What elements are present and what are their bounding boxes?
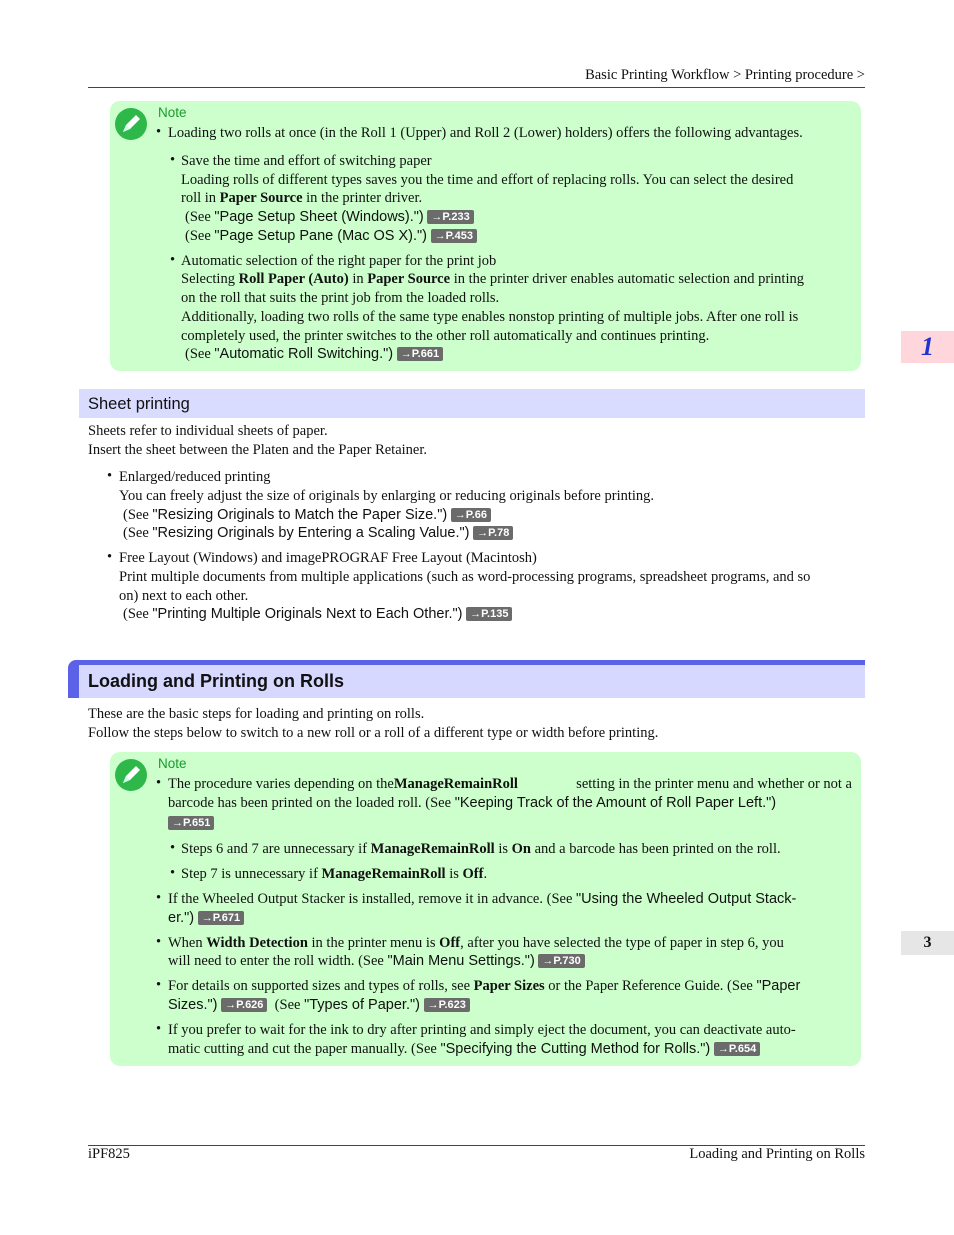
page-link-badge[interactable]: →P.453 — [431, 229, 477, 243]
reference-link[interactable]: "Types of Paper.") — [304, 997, 420, 1013]
note-text: will need to enter the roll width. (See "Main Menu Settings.") →P.730 — [168, 952, 585, 970]
note-text — [168, 909, 244, 927]
note-text: The procedure varies depending on the ManageRemainRoll setting in the printer menu and whether or not a — [168, 776, 852, 792]
note-pencil-icon — [115, 108, 147, 140]
page-link-badge[interactable]: →P.66 — [451, 508, 491, 522]
page-link-badge[interactable]: →P.671 — [198, 911, 244, 925]
cross-reference: (See "Resizing Originals by Entering a Scaling Value.") →P.78 — [123, 524, 513, 542]
reference-link[interactable]: "Keeping Track of the Amount of Roll Paper Left.") — [454, 795, 777, 811]
page-link-badge[interactable]: →P.135 — [466, 607, 512, 621]
item-title: Save the time and effort of switching paper — [181, 153, 432, 169]
reference-link[interactable]: "Main Menu Settings.") — [387, 953, 535, 969]
page-tab[interactable]: 3 — [901, 931, 954, 955]
note-text: If you prefer to wait for the ink to dry after printing and simply eject the document, you can deactivate auto- — [168, 1022, 796, 1038]
item-text: completely used, the printer switches to the other roll automatically and continues printing. — [181, 328, 710, 344]
bullet: • — [170, 865, 176, 881]
bullet: • — [156, 775, 162, 791]
item-text: on) next to each other. — [119, 588, 249, 604]
cross-reference: (See "Page Setup Pane (Mac OS X).") →P.453 — [185, 227, 477, 245]
bullet: • — [170, 152, 176, 168]
reference-link[interactable]: Sizes.") — [168, 997, 218, 1013]
paragraph: Insert the sheet between the Platen and the Paper Retainer. — [88, 442, 428, 458]
note-label: Note — [158, 105, 187, 120]
bullet: • — [107, 468, 113, 484]
footer-section-title: Loading and Printing on Rolls — [689, 1146, 865, 1162]
item-text: Selecting Roll Paper (Auto) in Paper Source in the printer driver enables automatic selection and printing — [181, 271, 804, 287]
note-pencil-icon — [115, 759, 147, 791]
item-text: You can freely adjust the size of originals by enlarging or reducing originals before printing. — [119, 488, 655, 504]
cross-reference: (See "Automatic Roll Switching.") →P.661 — [185, 345, 443, 363]
note-intro: Loading two rolls at once (in the Roll 1 (Upper) and Roll 2 (Lower) holders) offers the following advantages. — [168, 125, 803, 141]
bullet: • — [170, 840, 176, 856]
bullet: • — [156, 977, 162, 993]
reference-link[interactable]: "Specifying the Cutting Method for Rolls.") — [440, 1041, 711, 1057]
note-text: matic cutting and cut the paper manually. (See "Specifying the Cutting Method for Rolls.") →P.654 — [168, 1040, 760, 1058]
note-text: When Width Detection in the printer menu is Off, after you have selected the type of paper in step 6, you — [168, 935, 784, 951]
item-text: Additionally, loading two rolls of the same type enables nonstop printing of multiple jobs. After one roll is — [181, 309, 799, 325]
cross-reference: (See "Page Setup Sheet (Windows).") →P.233 — [185, 208, 474, 226]
section-title: Loading and Printing on Rolls — [88, 671, 344, 691]
chapter-tab[interactable]: 1 — [901, 331, 954, 363]
footer-model: iPF825 — [88, 1146, 130, 1162]
note-text: If the Wheeled Output Stacker is installed, remove it in advance. (See "Using the Wheeled Output Stack- — [168, 891, 797, 907]
page-link-badge[interactable]: →P.661 — [397, 347, 443, 361]
reference-link[interactable]: "Printing Multiple Originals Next to Each Other.") — [152, 606, 463, 622]
note-subitem: Steps 6 and 7 are unnecessary if ManageRemainRoll is On and a barcode has been printed on the roll. — [181, 841, 781, 857]
section-title: Sheet printing — [88, 395, 190, 413]
breadcrumb: Basic Printing Workflow > Printing procedure > — [585, 67, 865, 83]
header-rule — [88, 87, 865, 88]
page-link-badge[interactable]: →P.623 — [424, 998, 470, 1012]
item-text: Loading rolls of different types saves you the time and effort of replacing rolls. You can select the desired — [181, 172, 794, 188]
item-text: Print multiple documents from multiple applications (such as word-processing programs, spreadsheet programs, and so — [119, 569, 811, 585]
paragraph: These are the basic steps for loading and printing on rolls. — [88, 706, 425, 722]
bullet: • — [156, 890, 162, 906]
page-link-badge[interactable]: →P.233 — [427, 210, 473, 224]
section-header-bar — [79, 389, 865, 418]
page-link-badge[interactable]: →P.626 — [221, 998, 267, 1012]
bullet: • — [107, 549, 113, 565]
cross-reference: (See "Printing Multiple Originals Next to Each Other.") →P.135 — [123, 605, 512, 623]
bullet: • — [156, 934, 162, 950]
bullet: • — [156, 1021, 162, 1037]
item-title: Free Layout (Windows) and imagePROGRAF Free Layout (Macintosh) — [119, 550, 537, 566]
reference-link[interactable]: "Using the Wheeled Output Stack- — [576, 891, 797, 907]
page-link-badge[interactable]: →P.651 — [168, 816, 214, 830]
note-text: Sizes.") →P.626 (See "Types of Paper.") →P.623 — [168, 996, 470, 1014]
note-text: For details on supported sizes and types of rolls, see Paper Sizes or the Paper Reference Guide. (See "Paper — [168, 978, 801, 994]
page-link-badge[interactable]: →P.730 — [538, 954, 584, 968]
reference-link[interactable]: "Resizing Originals to Match the Paper Size.") — [152, 507, 448, 523]
bullet: • — [170, 252, 176, 268]
note-label: Note — [158, 756, 187, 771]
item-title: Enlarged/reduced printing — [119, 469, 271, 485]
reference-link[interactable]: "Page Setup Sheet (Windows).") — [214, 209, 424, 225]
paragraph: Follow the steps below to switch to a new roll or a roll of a different type or width before printing. — [88, 725, 659, 741]
bullet: • — [156, 124, 162, 140]
reference-link[interactable]: "Resizing Originals by Entering a Scaling Value.") — [152, 525, 470, 541]
item-title: Automatic selection of the right paper for the print job — [181, 253, 497, 269]
paragraph: Sheets refer to individual sheets of paper. — [88, 423, 328, 439]
reference-link[interactable]: er.") — [168, 910, 195, 926]
reference-link[interactable]: "Paper — [756, 978, 801, 994]
page-link-badge[interactable]: →P.78 — [473, 526, 513, 540]
reference-link[interactable]: "Automatic Roll Switching.") — [214, 346, 394, 362]
cross-reference: (See "Resizing Originals to Match the Paper Size.") →P.66 — [123, 506, 491, 524]
page-link-row — [168, 814, 214, 832]
note-subitem: Step 7 is unnecessary if ManageRemainRoll is Off. — [181, 866, 488, 882]
page-link-badge[interactable]: →P.654 — [714, 1042, 760, 1056]
item-text: on the roll that suits the print job from the loaded rolls. — [181, 290, 500, 306]
note-text: barcode has been printed on the loaded roll. (See "Keeping Track of the Amount of Roll Paper Left.") — [168, 795, 777, 811]
reference-link[interactable]: "Page Setup Pane (Mac OS X).") — [214, 228, 427, 244]
item-text: roll in Paper Source in the printer driver. — [181, 190, 423, 206]
